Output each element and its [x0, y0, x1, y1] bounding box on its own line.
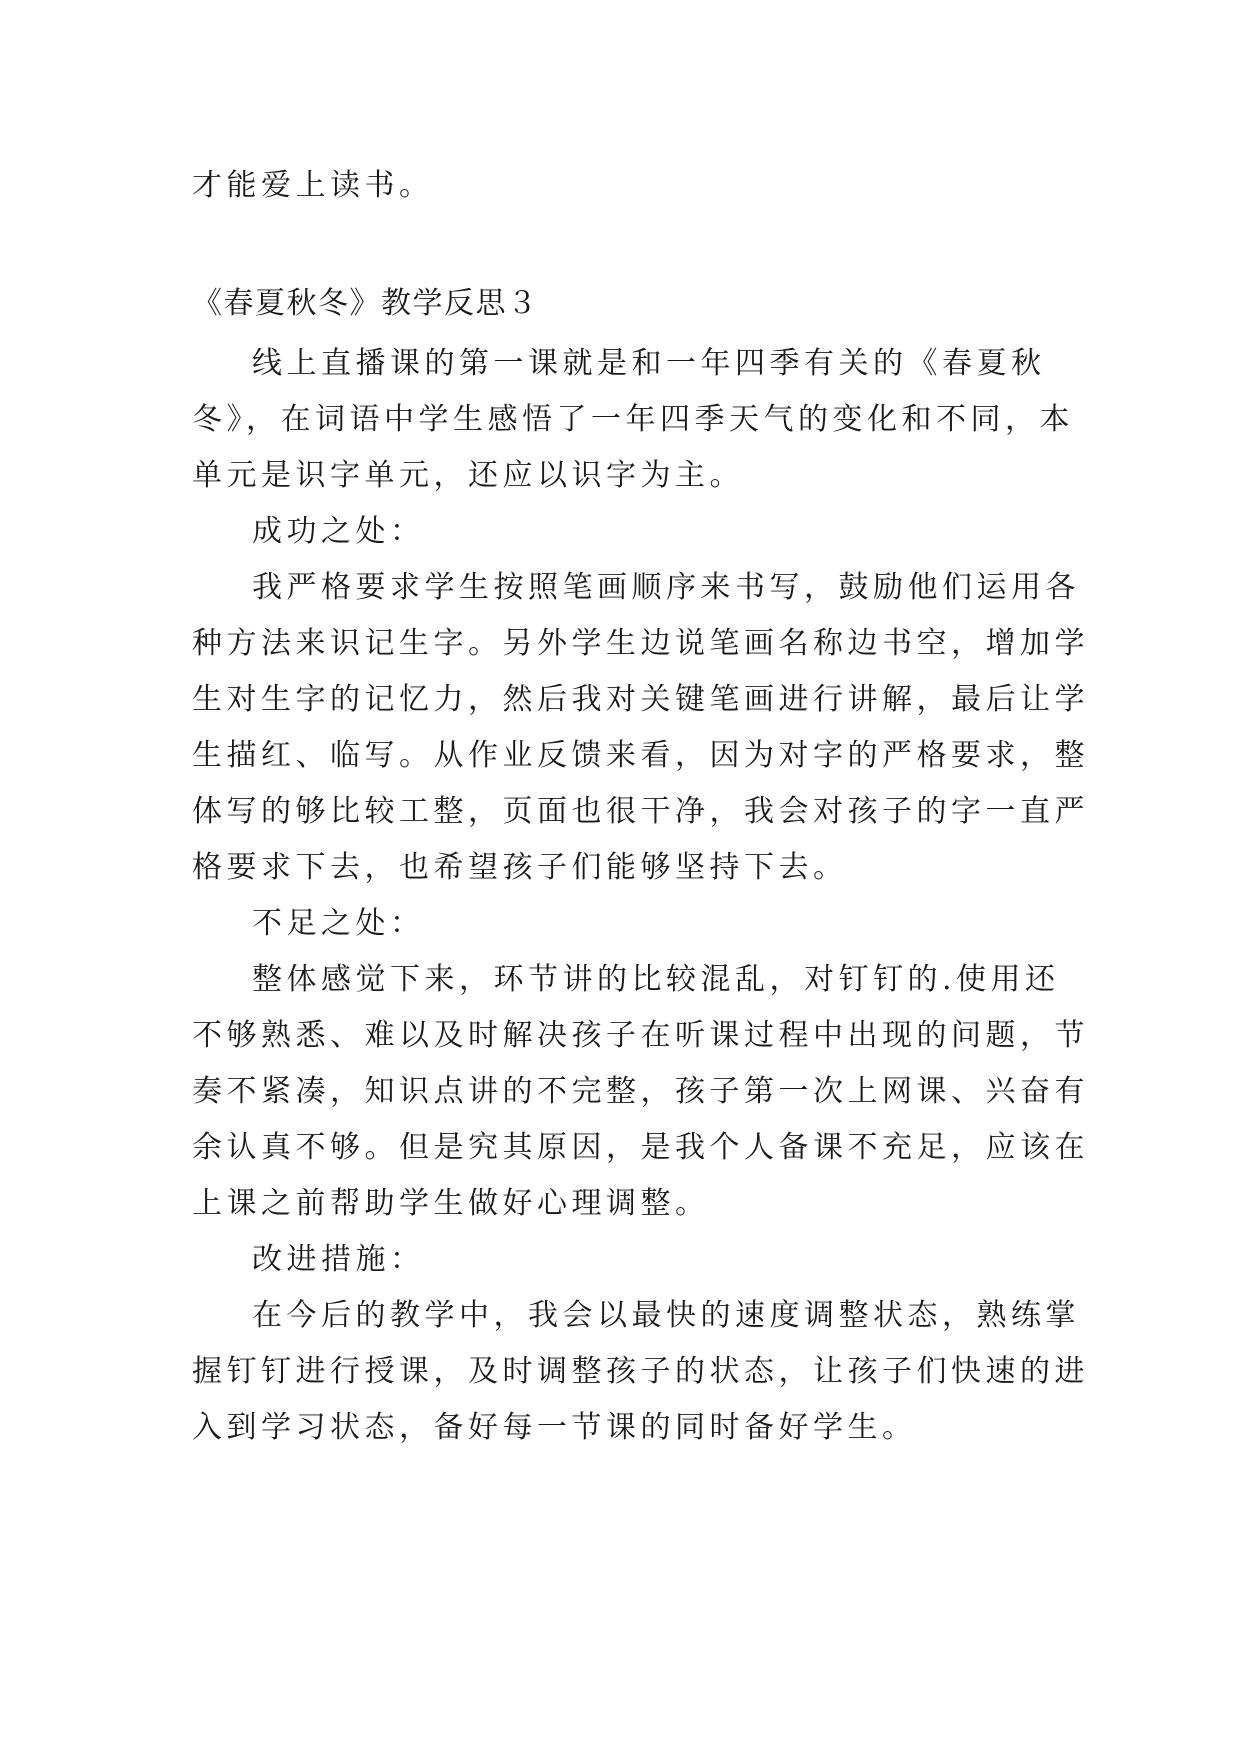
paragraph-line: 冬》，在词语中学生感悟了一年四季天气的变化和不同，本: [192, 402, 1074, 437]
paragraph-line: 种方法来识记生字。另外学生边说笔画名称边书空，增加学: [192, 626, 1089, 661]
paragraph-line: 体写的够比较工整，页面也很干净，我会对孩子的字一直严: [192, 794, 1089, 829]
section-heading: 《春夏秋冬》教学反思３: [192, 286, 539, 321]
paragraph-line: 整体感觉下来，环节讲的比较混乱，对钉钉的.使用还: [252, 962, 1060, 997]
paragraph-line: 我严格要求学生按照笔画顺序来书写，鼓励他们运用各: [252, 570, 1080, 605]
improve-label: 改进措施：: [252, 1242, 425, 1277]
paragraph-line: 格要求下去，也希望孩子们能够坚持下去。: [192, 850, 848, 885]
shortcoming-label: 不足之处：: [252, 906, 425, 941]
paragraph-line: 入到学习状态，备好每一节课的同时备好学生。: [192, 1410, 917, 1445]
paragraph-line: 线上直播课的第一课就是和一年四季有关的《春夏秋: [252, 346, 1046, 381]
paragraph-line: 上课之前帮助学生做好心理调整。: [192, 1186, 710, 1221]
paragraph-line: 握钉钉进行授课，及时调整孩子的状态，让孩子们快速的进: [192, 1354, 1089, 1389]
success-label: 成功之处：: [252, 514, 425, 549]
paragraph-line: 奏不紧凑，知识点讲的不完整，孩子第一次上网课、兴奋有: [192, 1074, 1089, 1109]
paragraph-line: 单元是识字单元，还应以识字为主。: [192, 458, 744, 493]
paragraph-line: 生对生字的记忆力，然后我对关键笔画进行讲解，最后让学: [192, 682, 1089, 717]
paragraph-line: 在今后的教学中，我会以最快的速度调整状态，熟练掌: [252, 1298, 1080, 1333]
paragraph-line: 不够熟悉、难以及时解决孩子在听课过程中出现的问题，节: [192, 1018, 1089, 1053]
previous-paragraph-tail: 才能爱上读书。: [192, 168, 434, 203]
paragraph-line: 生描红、临写。从作业反馈来看，因为对字的严格要求，整: [192, 738, 1089, 773]
paragraph-line: 余认真不够。但是究其原因，是我个人备课不充足，应该在: [192, 1130, 1089, 1165]
